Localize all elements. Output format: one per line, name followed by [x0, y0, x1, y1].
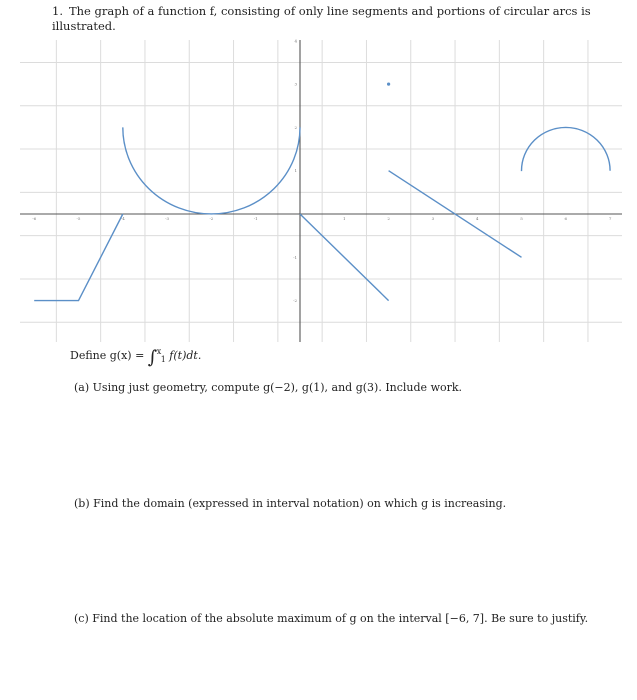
part-b-text: Find the domain (expressed in interval notation) on which g is increasing. [93, 497, 507, 510]
x-tick-label: 4 [475, 216, 479, 221]
x-tick-label: -1 [253, 216, 258, 221]
y-tick-label: -1 [293, 254, 297, 260]
y-tick-label: 3 [294, 81, 297, 87]
x-tick-label: -3 [165, 216, 170, 221]
x-tick-label: 6 [564, 216, 568, 221]
definition-prefix: Define g(x) = [70, 349, 148, 362]
y-tick-label: -2 [293, 298, 297, 304]
definition [70, 347, 201, 368]
problem-text: The graph of a function f, consisting of only line segments and portions of circular arcs is illustrated. [52, 4, 591, 33]
graph-isolated-point [387, 83, 390, 86]
graph-semicircle [123, 124, 300, 214]
graph-segment-1 [34, 214, 123, 301]
function-graph [0, 0, 637, 345]
y-tick-label: 4 [294, 38, 297, 44]
x-tick-label: 5 [520, 216, 523, 221]
part-b-label: (b) [74, 497, 90, 510]
y-tick-label: 2 [294, 124, 297, 130]
part-a-label: (a) [74, 381, 90, 394]
part-c-text: Find the location of the absolute maximum of g on the interval [−6, 7]. Be sure to justify. [92, 612, 589, 625]
problem-number: 1. [52, 4, 63, 18]
x-tick-label: -4 [120, 216, 125, 221]
part-b [74, 497, 506, 510]
x-tick-label: -6 [32, 216, 37, 221]
y-tick-label: 1 [294, 168, 297, 174]
x-tick-label: 2 [387, 216, 390, 221]
integral-lower-limit: 1 [160, 355, 166, 365]
integrand: f(t)dt. [169, 349, 202, 362]
graph-segment-2 [300, 214, 389, 301]
integral-sign-icon: ∫ [147, 347, 158, 368]
part-c [74, 612, 588, 625]
x-tick-label: -2 [209, 216, 214, 221]
x-tick-label: -5 [76, 216, 81, 221]
integral-upper-limit: x [156, 347, 162, 357]
part-a [74, 381, 462, 394]
x-tick-label: 3 [431, 216, 435, 221]
x-tick-label: 1 [343, 216, 346, 221]
part-c-label: (c) [74, 612, 89, 625]
part-a-text: Using just geometry, compute g(−2), g(1), and g(3). Include work. [92, 381, 463, 394]
x-tick-label: 7 [608, 216, 612, 221]
